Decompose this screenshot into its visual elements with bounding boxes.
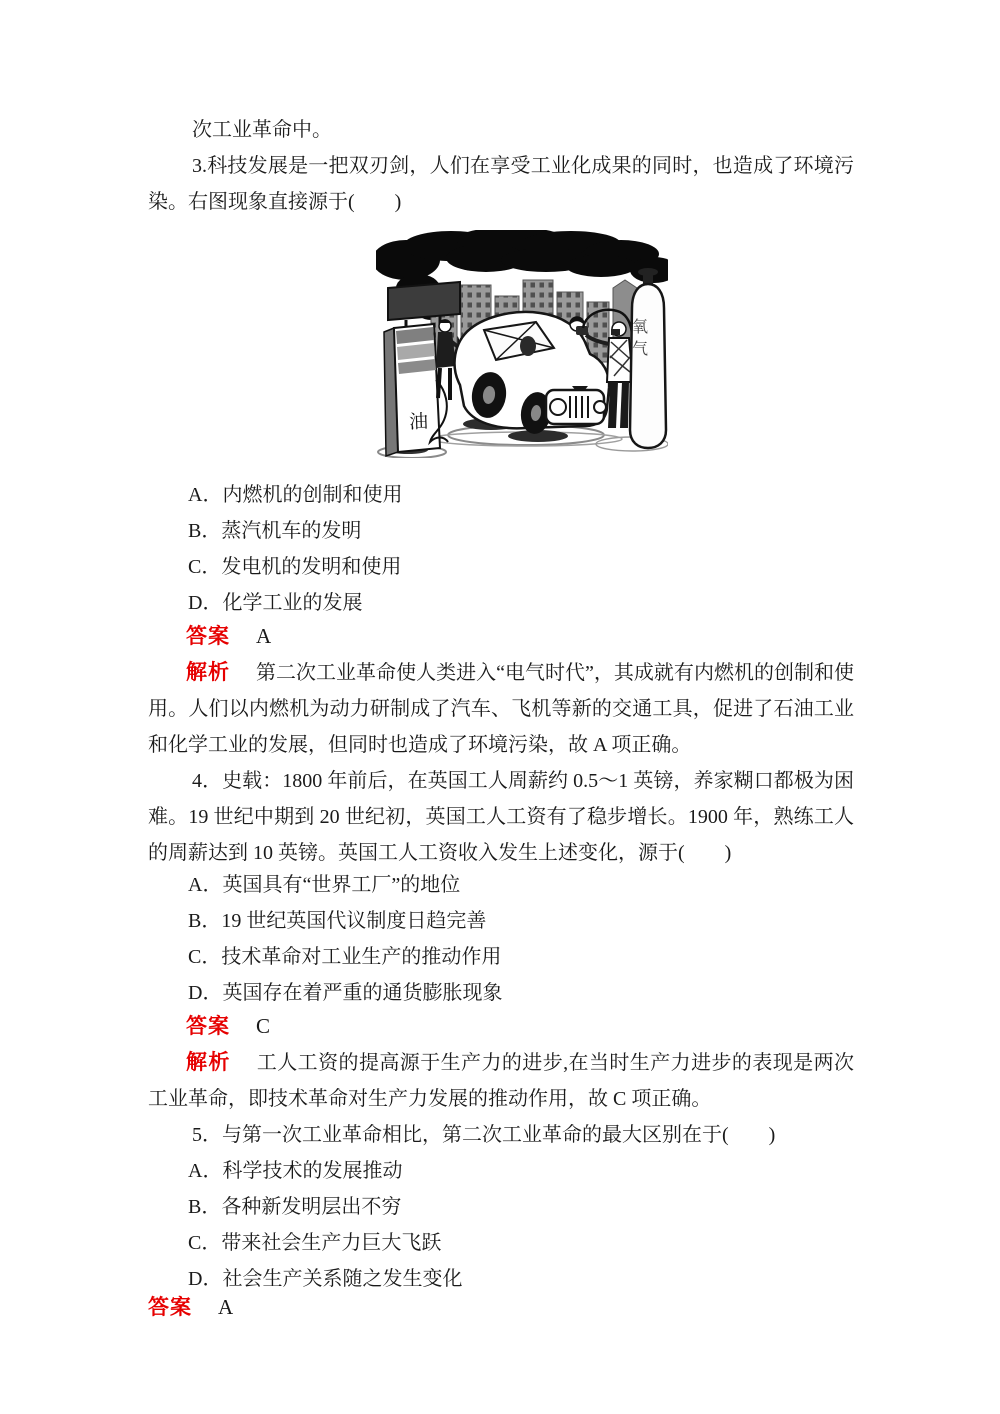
question-4-options (148, 867, 854, 1011)
question-5-option-d: D．社会生产关系随之发生变化 (188, 1268, 463, 1290)
intro-line: 次工业革命中。 (192, 119, 332, 141)
question-4-analysis-label: 解析 (186, 1051, 231, 1074)
question-3-analysis (148, 655, 854, 763)
figure-wrap (148, 230, 854, 458)
question-5-option-b: B．各种新发明层出不穷 (188, 1196, 402, 1218)
pollution-cartoon (376, 230, 668, 458)
question-4-answer-value: C (256, 1014, 271, 1038)
question-3-option-a: A．内燃机的创制和使用 (188, 484, 403, 506)
question-4-option-b: B．19 世纪英国代议制度日趋完善 (188, 910, 487, 932)
question-4-option-c: C．技术革命对工业生产的推动作用 (188, 946, 502, 968)
question-3-option-c: C．发电机的发明和使用 (188, 556, 402, 578)
question-4-answer-line (148, 1008, 854, 1045)
question-5-options (148, 1153, 854, 1297)
question-4-option-a: A．英国具有“世界工厂”的地位 (188, 874, 461, 896)
question-4-analysis-text: 工人工资的提高源于生产力的进步,在当时生产力进步的表现是两次工业革命，即技术革命对生产力发展的推动作用，故 C 项正确。 (148, 1052, 855, 1110)
question-4-answer-label: 答案 (186, 1015, 230, 1038)
question-3-answer-label: 答案 (186, 625, 230, 648)
question-5-answer-value: A (218, 1295, 234, 1319)
question-3-analysis-text: 第二次工业革命使人类进入“电气时代”，其成就有内燃机的创制和使用。人们以内燃机为动力研制成了汽车、飞机等新的交通工具，促进了石油工业和化学工业的发展，但同时也造成了环境污染，故 A 项正确。 (148, 662, 854, 756)
question-3-options (148, 477, 854, 621)
question-3-analysis-label: 解析 (186, 661, 231, 684)
question-3-answer-line (148, 618, 854, 655)
question-3-answer-value: A (256, 624, 272, 648)
pump-label: 油 (408, 411, 429, 434)
question-5-option-c: C．带来社会生产力巨大飞跃 (188, 1232, 442, 1254)
question-3-stem: 3.科技发展是一把双刃剑，人们在享受工业化成果的同时，也造成了环境污染。右图现象直接源于( ) (148, 155, 854, 213)
question-3-option-d: D．化学工业的发展 (188, 592, 363, 614)
question-3-option-b: B．蒸汽机车的发明 (188, 520, 362, 542)
question-5-answer-label: 答案 (148, 1296, 192, 1319)
question-5-answer-line (148, 1289, 854, 1326)
question-4-stem: 4．史载：1800 年前后，在英国工人周薪约 0.5～1 英镑，养家糊口都极为困难。19 世纪中期到 20 世纪初，英国工人工资有了稳步增长。1900 年，熟练工人的周薪达到 10 英镑。英国工人工资收入发生上述变化，源于( ) (148, 770, 854, 864)
tank-label: 氧气 (629, 318, 647, 362)
exam-content (148, 112, 854, 1326)
question-5-stem: 5．与第一次工业革命相比，第二次工业革命的最大区别在于( ) (192, 1124, 776, 1146)
question-4-analysis (148, 1045, 854, 1117)
question-5-option-a: A．科学技术的发展推动 (188, 1160, 403, 1182)
question-4-option-d: D．英国存在着严重的通货膨胀现象 (188, 982, 503, 1004)
